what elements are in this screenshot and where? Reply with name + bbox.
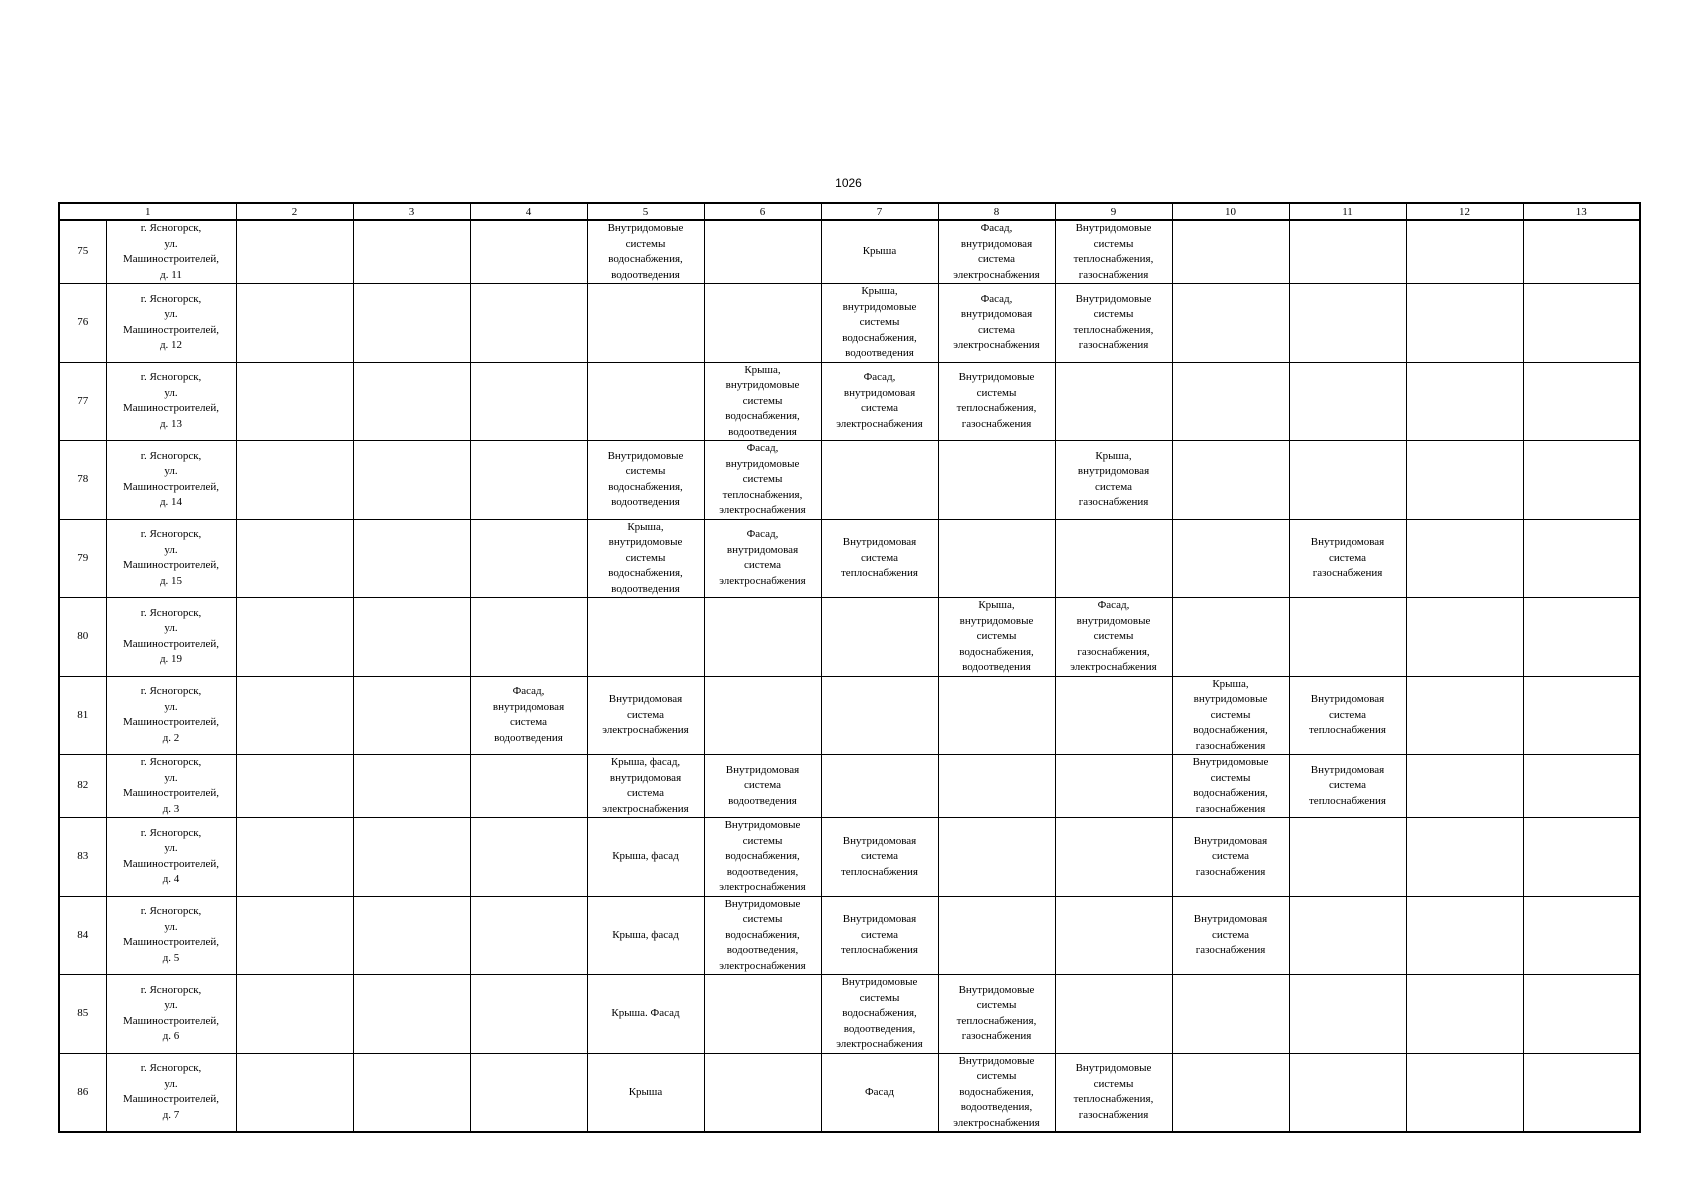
work-cell-col-2 [236,220,353,284]
work-cell-col-3 [353,818,470,897]
work-cell-col-8 [938,896,1055,975]
work-cell-col-11 [1289,598,1406,677]
work-cell-col-4 [470,896,587,975]
column-header-2: 2 [236,203,353,220]
work-cell-col-10 [1172,441,1289,520]
work-cell-col-12 [1406,676,1523,755]
work-cell-col-9: Крыша, внутридомовая система газоснабжения [1055,441,1172,520]
address-cell: г. Ясногорск, ул. Машиностроителей, д. 19 [106,598,236,677]
work-cell-col-3 [353,598,470,677]
work-cell-col-9 [1055,362,1172,441]
work-cell-col-5: Крыша, фасад [587,896,704,975]
work-cell-col-4 [470,818,587,897]
work-cell-col-8 [938,441,1055,520]
work-cell-col-6: Фасад, внутридомовая система электроснабжения [704,519,821,598]
work-cell-col-11 [1289,220,1406,284]
row-number: 78 [59,441,106,520]
work-cell-col-7: Фасад, внутридомовая система электроснабжения [821,362,938,441]
work-cell-col-11: Внутридомовая система газоснабжения [1289,519,1406,598]
work-cell-col-5: Внутридомовые системы водоснабжения, водоотведения [587,441,704,520]
work-cell-col-10 [1172,284,1289,363]
work-cell-col-13 [1523,362,1640,441]
work-cell-col-3 [353,519,470,598]
work-cell-col-3 [353,284,470,363]
work-cell-col-6 [704,284,821,363]
address-cell: г. Ясногорск, ул. Машиностроителей, д. 5 [106,896,236,975]
row-number: 82 [59,755,106,818]
column-header-9: 9 [1055,203,1172,220]
work-cell-col-4 [470,519,587,598]
work-cell-col-6: Фасад, внутридомовые системы теплоснабжения, электроснабжения [704,441,821,520]
work-cell-col-7: Внутридомовая система теплоснабжения [821,896,938,975]
work-cell-col-4 [470,441,587,520]
page-number: 1026 [835,176,862,190]
work-cell-col-11: Внутридомовая система теплоснабжения [1289,755,1406,818]
work-cell-col-6 [704,1053,821,1132]
table-row [59,818,1640,897]
work-cell-col-11 [1289,975,1406,1054]
table-row [59,441,1640,520]
work-cell-col-4 [470,362,587,441]
work-cell-col-5: Крыша [587,1053,704,1132]
work-cell-col-4 [470,284,587,363]
table-row [59,598,1640,677]
work-cell-col-2 [236,1053,353,1132]
column-header-10: 10 [1172,203,1289,220]
table-body [59,220,1640,1132]
work-cell-col-9: Внутридомовые системы теплоснабжения, газоснабжения [1055,220,1172,284]
work-cell-col-3 [353,755,470,818]
work-cell-col-4 [470,975,587,1054]
work-cell-col-8: Фасад, внутридомовая система электроснабжения [938,284,1055,363]
work-cell-col-6 [704,598,821,677]
work-cell-col-8 [938,676,1055,755]
work-cell-col-10 [1172,598,1289,677]
work-cell-col-13 [1523,284,1640,363]
work-cell-col-8: Крыша, внутридомовые системы водоснабжения, водоотведения [938,598,1055,677]
column-number-row [59,203,1640,220]
work-cell-col-11 [1289,441,1406,520]
work-cell-col-5: Крыша, фасад [587,818,704,897]
work-cell-col-13 [1523,755,1640,818]
work-cell-col-10: Внутридомовые системы водоснабжения, газоснабжения [1172,755,1289,818]
work-cell-col-12 [1406,818,1523,897]
work-cell-col-10: Внутридомовая система газоснабжения [1172,896,1289,975]
table-row [59,676,1640,755]
address-cell: г. Ясногорск, ул. Машиностроителей, д. 14 [106,441,236,520]
table-row [59,755,1640,818]
work-cell-col-3 [353,441,470,520]
column-header-13: 13 [1523,203,1640,220]
work-cell-col-4 [470,220,587,284]
table-row [59,975,1640,1054]
address-cell: г. Ясногорск, ул. Машиностроителей, д. 12 [106,284,236,363]
column-header-3: 3 [353,203,470,220]
work-cell-col-5: Крыша. Фасад [587,975,704,1054]
work-cell-col-4: Фасад, внутридомовая система водоотведения [470,676,587,755]
table-row [59,1053,1640,1132]
work-cell-col-11 [1289,818,1406,897]
work-cell-col-5: Внутридомовая система электроснабжения [587,676,704,755]
work-cell-col-12 [1406,362,1523,441]
column-header-1: 1 [59,203,236,220]
work-cell-col-6: Внутридомовые системы водоснабжения, водоотведения, электроснабжения [704,896,821,975]
work-cell-col-5 [587,284,704,363]
work-cell-col-5: Внутридомовые системы водоснабжения, водоотведения [587,220,704,284]
row-number: 85 [59,975,106,1054]
work-cell-col-3 [353,362,470,441]
work-cell-col-12 [1406,598,1523,677]
row-number: 80 [59,598,106,677]
work-cell-col-9 [1055,519,1172,598]
work-cell-col-10 [1172,519,1289,598]
work-cell-col-2 [236,441,353,520]
work-cell-col-3 [353,220,470,284]
work-cell-col-7: Крыша, внутридомовые системы водоснабжения, водоотведения [821,284,938,363]
column-header-7: 7 [821,203,938,220]
repair-schedule-table [58,202,1641,1133]
table-row [59,362,1640,441]
work-cell-col-12 [1406,1053,1523,1132]
work-cell-col-8: Внутридомовые системы теплоснабжения, газоснабжения [938,362,1055,441]
work-cell-col-10 [1172,1053,1289,1132]
column-header-12: 12 [1406,203,1523,220]
address-cell: г. Ясногорск, ул. Машиностроителей, д. 6 [106,975,236,1054]
work-cell-col-4 [470,1053,587,1132]
work-cell-col-7: Внутридомовая система теплоснабжения [821,519,938,598]
row-number: 84 [59,896,106,975]
work-cell-col-7 [821,441,938,520]
table-row [59,220,1640,284]
work-cell-col-13 [1523,676,1640,755]
work-cell-col-11: Внутридомовая система теплоснабжения [1289,676,1406,755]
work-cell-col-2 [236,896,353,975]
work-cell-col-7 [821,755,938,818]
work-cell-col-7 [821,598,938,677]
row-number: 86 [59,1053,106,1132]
work-cell-col-9 [1055,755,1172,818]
work-cell-col-2 [236,284,353,363]
work-cell-col-10 [1172,220,1289,284]
work-cell-col-8 [938,818,1055,897]
work-cell-col-9 [1055,975,1172,1054]
work-cell-col-11 [1289,362,1406,441]
row-number: 83 [59,818,106,897]
address-cell: г. Ясногорск, ул. Машиностроителей, д. 7 [106,1053,236,1132]
work-cell-col-3 [353,1053,470,1132]
column-header-4: 4 [470,203,587,220]
column-header-5: 5 [587,203,704,220]
work-cell-col-6: Внутридомовые системы водоснабжения, водоотведения, электроснабжения [704,818,821,897]
work-cell-col-2 [236,975,353,1054]
table-row [59,896,1640,975]
work-cell-col-10: Крыша, внутридомовые системы водоснабжения, газоснабжения [1172,676,1289,755]
work-cell-col-13 [1523,441,1640,520]
table-row [59,519,1640,598]
work-cell-col-9: Внутридомовые системы теплоснабжения, газоснабжения [1055,1053,1172,1132]
work-cell-col-6 [704,975,821,1054]
address-cell: г. Ясногорск, ул. Машиностроителей, д. 3 [106,755,236,818]
work-cell-col-7: Фасад [821,1053,938,1132]
work-cell-col-6 [704,676,821,755]
address-cell: г. Ясногорск, ул. Машиностроителей, д. 2 [106,676,236,755]
work-cell-col-12 [1406,896,1523,975]
work-cell-col-8: Внутридомовые системы водоснабжения, водоотведения, электроснабжения [938,1053,1055,1132]
work-cell-col-11 [1289,1053,1406,1132]
work-cell-col-2 [236,598,353,677]
table-row [59,284,1640,363]
row-number: 76 [59,284,106,363]
column-header-8: 8 [938,203,1055,220]
work-cell-col-7: Внутридомовые системы водоснабжения, водоотведения, электроснабжения [821,975,938,1054]
work-cell-col-12 [1406,441,1523,520]
work-cell-col-7: Крыша [821,220,938,284]
work-cell-col-3 [353,975,470,1054]
work-cell-col-9 [1055,896,1172,975]
work-cell-col-13 [1523,818,1640,897]
row-number: 79 [59,519,106,598]
work-cell-col-4 [470,755,587,818]
work-cell-col-5 [587,598,704,677]
work-cell-col-3 [353,676,470,755]
work-cell-col-7 [821,676,938,755]
row-number: 77 [59,362,106,441]
work-cell-col-11 [1289,896,1406,975]
work-cell-col-2 [236,676,353,755]
work-cell-col-13 [1523,1053,1640,1132]
work-cell-col-9 [1055,818,1172,897]
address-cell: г. Ясногорск, ул. Машиностроителей, д. 13 [106,362,236,441]
work-cell-col-10: Внутридомовая система газоснабжения [1172,818,1289,897]
work-cell-col-5: Крыша, внутридомовые системы водоснабжения, водоотведения [587,519,704,598]
work-cell-col-9 [1055,676,1172,755]
work-cell-col-7: Внутридомовая система теплоснабжения [821,818,938,897]
work-cell-col-12 [1406,975,1523,1054]
column-header-11: 11 [1289,203,1406,220]
work-cell-col-10 [1172,975,1289,1054]
row-number: 75 [59,220,106,284]
work-cell-col-6 [704,220,821,284]
work-cell-col-12 [1406,519,1523,598]
work-cell-col-9: Фасад, внутридомовые системы газоснабжения, электроснабжения [1055,598,1172,677]
work-cell-col-4 [470,598,587,677]
row-number: 81 [59,676,106,755]
work-cell-col-2 [236,362,353,441]
address-cell: г. Ясногорск, ул. Машиностроителей, д. 15 [106,519,236,598]
work-cell-col-13 [1523,598,1640,677]
work-cell-col-8: Внутридомовые системы теплоснабжения, газоснабжения [938,975,1055,1054]
work-cell-col-6: Крыша, внутридомовые системы водоснабжения, водоотведения [704,362,821,441]
work-cell-col-11 [1289,284,1406,363]
work-cell-col-2 [236,519,353,598]
column-header-6: 6 [704,203,821,220]
address-cell: г. Ясногорск, ул. Машиностроителей, д. 11 [106,220,236,284]
work-cell-col-12 [1406,755,1523,818]
work-cell-col-5: Крыша, фасад, внутридомовая система электроснабжения [587,755,704,818]
work-cell-col-9: Внутридомовые системы теплоснабжения, газоснабжения [1055,284,1172,363]
work-cell-col-5 [587,362,704,441]
work-cell-col-2 [236,818,353,897]
work-cell-col-8 [938,519,1055,598]
work-cell-col-13 [1523,220,1640,284]
work-cell-col-12 [1406,284,1523,363]
work-cell-col-10 [1172,362,1289,441]
work-cell-col-13 [1523,519,1640,598]
work-cell-col-13 [1523,896,1640,975]
work-cell-col-8 [938,755,1055,818]
work-cell-col-6: Внутридомовая система водоотведения [704,755,821,818]
work-cell-col-8: Фасад, внутридомовая система электроснабжения [938,220,1055,284]
work-cell-col-13 [1523,975,1640,1054]
address-cell: г. Ясногорск, ул. Машиностроителей, д. 4 [106,818,236,897]
work-cell-col-12 [1406,220,1523,284]
work-cell-col-3 [353,896,470,975]
work-cell-col-2 [236,755,353,818]
